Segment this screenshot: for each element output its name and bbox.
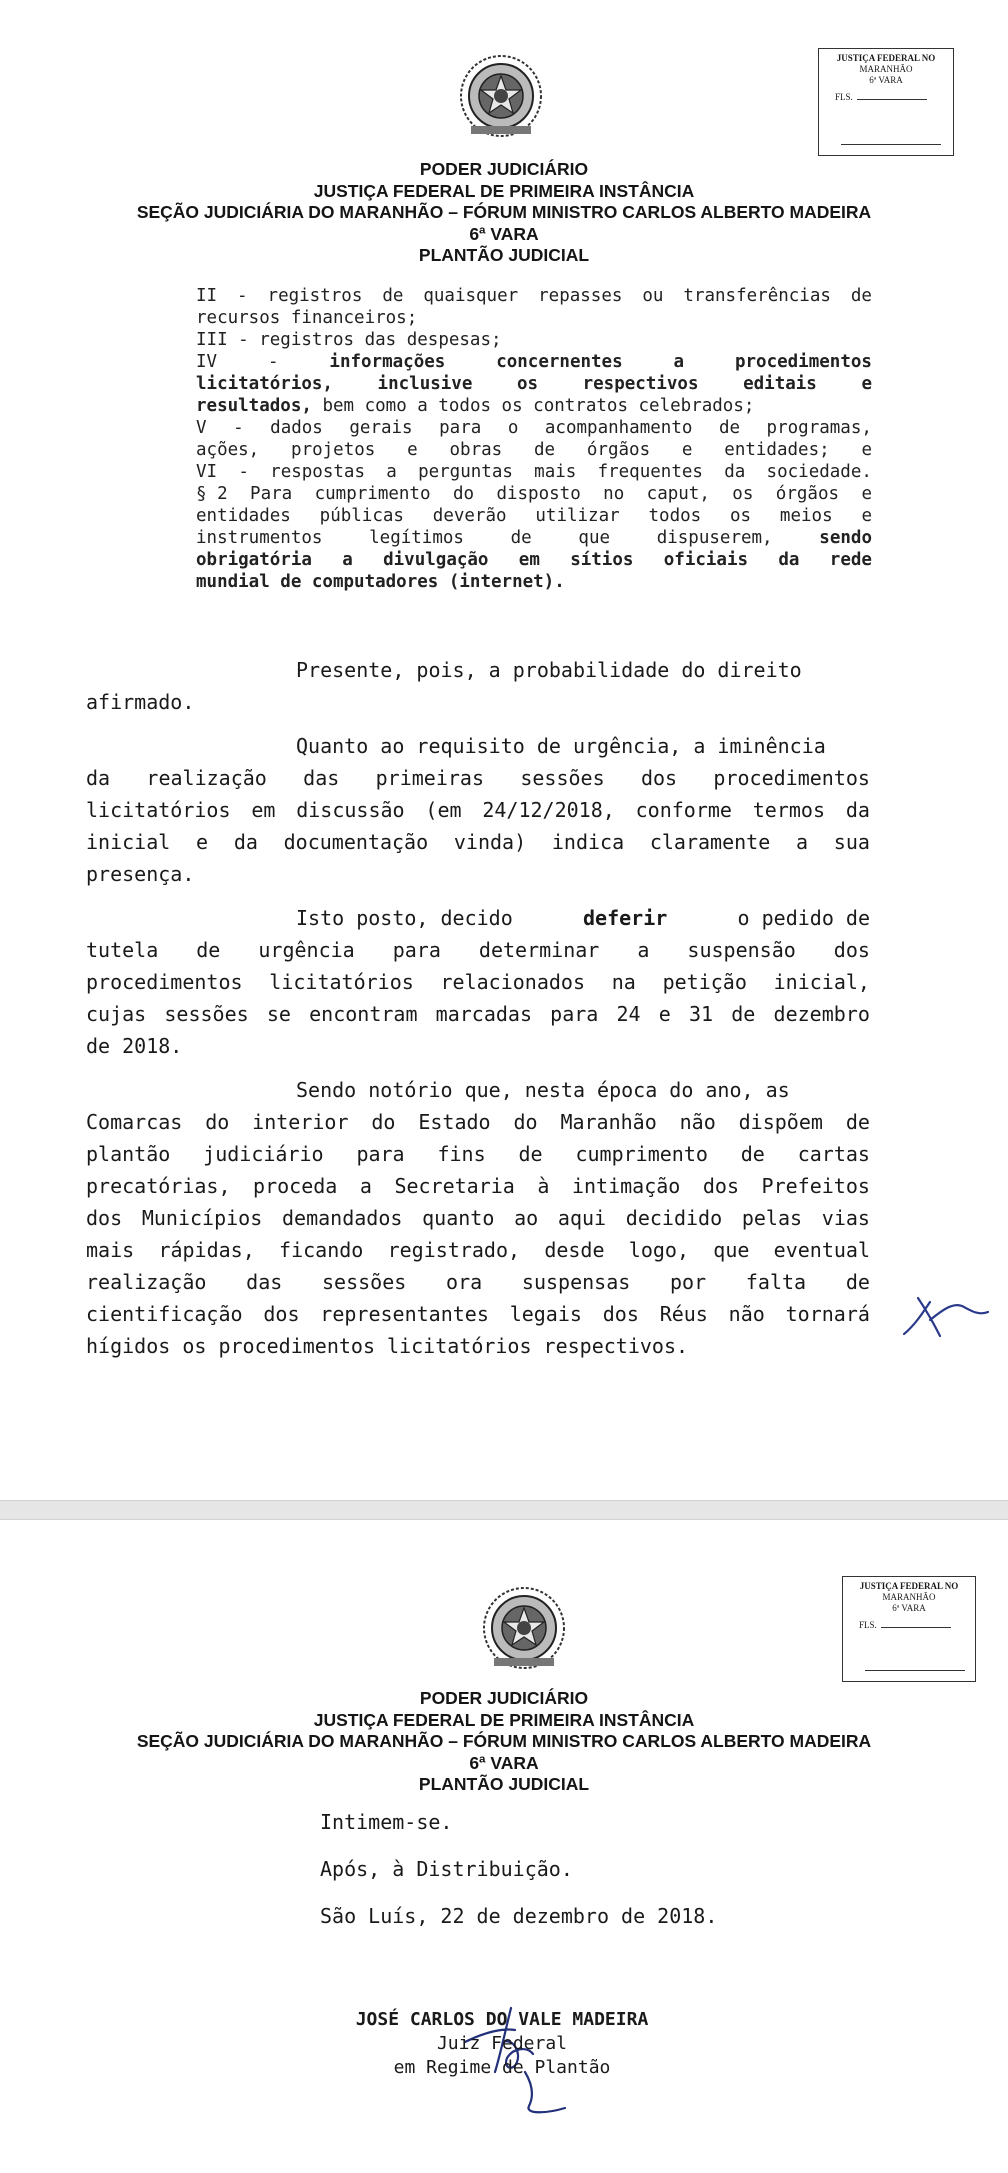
- word: cumprimento: [314, 484, 431, 504]
- header-line-plantao: PLANTÃO JUDICIAL: [418, 245, 590, 265]
- word: licitatórios: [269, 970, 414, 994]
- word: por: [670, 1270, 707, 1294]
- word: divulgação: [383, 550, 489, 570]
- word: todos: [648, 506, 702, 526]
- word: quanto: [422, 1206, 495, 1230]
- word: quaisquer: [423, 286, 519, 306]
- word: discussão: [296, 798, 405, 822]
- word: transferências: [683, 286, 831, 306]
- word: ora: [446, 1270, 483, 1294]
- word: do: [205, 1110, 230, 1134]
- word: os: [732, 484, 754, 504]
- word: dos: [86, 1206, 123, 1230]
- stamp-line-1: JUSTIÇA FEDERAL NO: [836, 53, 936, 63]
- word: intimação: [571, 1174, 681, 1198]
- word: obrigatória: [196, 550, 312, 570]
- word: primeiras: [375, 766, 484, 790]
- word: de: [850, 286, 872, 306]
- quote-line: resultados, bem como a todos os contratos celebrados;: [196, 396, 755, 416]
- judge-title: Juiz Federal: [436, 2033, 568, 2054]
- fls-label: FLS.: [859, 1620, 877, 1630]
- word: deverão: [432, 506, 507, 526]
- word: meios: [779, 506, 833, 526]
- word: Municípios: [141, 1206, 263, 1230]
- word: disposto: [496, 484, 581, 504]
- word: na: [611, 970, 636, 994]
- word: vias: [821, 1206, 870, 1230]
- signature-block: [322, 2008, 682, 2080]
- word: das: [303, 766, 340, 790]
- word: oficiais: [663, 550, 749, 570]
- header-line-justica: JUSTIÇA FEDERAL DE PRIMEIRA INSTÂNCIA: [313, 180, 695, 201]
- word: e: [658, 1002, 671, 1026]
- word: sua: [833, 830, 870, 854]
- document-page-2: [0, 1520, 1008, 2173]
- quote-line: IV - informações concernentes a procedimentos: [196, 352, 872, 372]
- word: 31: [689, 1002, 714, 1026]
- word: e: [196, 830, 209, 854]
- word: de: [845, 1270, 870, 1294]
- word: Secretaria: [394, 1174, 515, 1198]
- word: e: [681, 440, 693, 460]
- header-line-secao: SEÇÃO JUDICIÁRIA DO MARANHÃO – FÓRUM MINISTRO CARLOS ALBERTO MADEIRA: [136, 202, 872, 222]
- word: e: [407, 440, 418, 460]
- word: respostas: [270, 462, 365, 482]
- word: o: [507, 418, 519, 438]
- word: precatórias,: [86, 1174, 231, 1198]
- folha-stamp-box: [842, 1576, 976, 1682]
- word: de: [196, 938, 221, 962]
- word: perguntas: [418, 462, 513, 482]
- word: procedimentos: [86, 970, 243, 994]
- word: mais: [534, 462, 577, 482]
- word: procedimentos: [713, 766, 870, 790]
- word: inicial: [86, 830, 171, 854]
- word: desde: [544, 1238, 605, 1262]
- quote-line: [196, 373, 872, 395]
- quote-line: [196, 285, 872, 307]
- word: da: [845, 798, 870, 822]
- word: ao: [514, 1206, 539, 1230]
- word: cientificação: [86, 1302, 243, 1326]
- word: sociedade.: [766, 462, 872, 482]
- word: marcadas: [435, 1002, 532, 1026]
- initials-handwritten-mark: [900, 1290, 992, 1340]
- word: da: [724, 462, 746, 482]
- word: os: [516, 374, 539, 394]
- word: para: [356, 1142, 405, 1166]
- paragraph-decisao: Isto posto, decido deferir o pedido de tutela de urgência para determinar a suspensão dos procedimentos licitatórios relacionados na petição inicial, cujas sessões se encontram marcadas para 24 e 31 de dezembro de 2018.: [86, 906, 870, 1058]
- word: a: [796, 830, 809, 854]
- word: entidades;: [724, 440, 830, 460]
- word: encontram: [309, 1002, 418, 1026]
- word: acompanhamento: [544, 418, 693, 438]
- page-header: [0, 159, 1008, 267]
- word: dos: [702, 1174, 739, 1198]
- closing-distribuicao: Após, à Distribuição.: [320, 1857, 573, 1881]
- word: de: [518, 1142, 543, 1166]
- quote-line: [196, 483, 872, 505]
- word: suspensão: [687, 938, 796, 962]
- word: órgãos: [586, 440, 651, 460]
- word: do: [513, 1110, 538, 1134]
- word: petição: [662, 970, 747, 994]
- word: licitatórios,: [196, 374, 333, 394]
- word: -: [233, 418, 244, 438]
- word: Estado: [418, 1110, 491, 1134]
- word: rede: [829, 550, 872, 570]
- word: termos: [752, 798, 825, 822]
- word: proceda: [253, 1174, 338, 1198]
- word: caput,: [646, 484, 710, 504]
- word: cujas: [86, 1002, 147, 1026]
- word: cartas: [797, 1142, 870, 1166]
- header-line-plantao: PLANTÃO JUDICIAL: [418, 1774, 590, 1794]
- word: utilizar: [535, 506, 620, 526]
- word: os: [730, 506, 752, 526]
- word: de: [718, 418, 741, 438]
- word: do: [371, 1110, 396, 1134]
- word: § 2: [196, 484, 228, 504]
- closing-intimem: Intimem-se.: [320, 1810, 453, 1834]
- quote-line: mundial de computadores (internet).: [196, 572, 565, 592]
- word: -: [237, 286, 248, 306]
- word: para: [550, 1002, 599, 1026]
- word: eventual: [773, 1238, 870, 1262]
- quote-line: [196, 439, 872, 461]
- closing-place-date: São Luís, 22 de dezembro de 2018.: [320, 1904, 718, 1928]
- word: entidades: [196, 506, 291, 526]
- paragraph-urgencia: Quanto ao requisito de urgência, a iminência da realização das primeiras sessões dos procedimentos licitatórios em discussão (em 24/12/2018, conforme termos da inicial e da documentação vinda) indica claramente a sua presença.: [86, 734, 870, 886]
- word: V: [196, 418, 207, 438]
- word: sessões: [520, 766, 605, 790]
- word: não: [728, 1302, 765, 1326]
- word: no: [603, 484, 625, 504]
- word: e: [861, 484, 872, 504]
- word: de: [740, 1142, 765, 1166]
- word: realização: [146, 766, 267, 790]
- word: logo,: [628, 1238, 690, 1262]
- closing-block: [320, 1810, 717, 1951]
- word: sessões: [164, 1002, 249, 1026]
- word: Prefeitos: [761, 1174, 870, 1198]
- word: dados: [270, 418, 323, 438]
- word: urgência: [258, 938, 355, 962]
- word: da: [86, 766, 111, 790]
- word: realização: [86, 1270, 207, 1294]
- word: inicial,: [773, 970, 870, 994]
- word: do: [452, 484, 475, 504]
- word: tutela: [86, 938, 159, 962]
- quote-line: [196, 505, 872, 527]
- word: rápidas,: [158, 1238, 255, 1262]
- word: dos: [833, 938, 870, 962]
- word: órgãos: [775, 484, 840, 504]
- word: (em: [425, 798, 462, 822]
- word: dispõem: [738, 1110, 823, 1134]
- quote-line: III - registros das despesas;: [196, 330, 502, 350]
- word: Réus: [659, 1302, 708, 1326]
- brazil-coat-of-arms-emblem: [455, 50, 547, 142]
- word: se: [266, 1002, 291, 1026]
- word: de: [845, 1110, 870, 1134]
- word: mais: [86, 1238, 135, 1262]
- word: à: [537, 1174, 550, 1198]
- word: judiciário: [203, 1142, 324, 1166]
- word: da: [778, 550, 800, 570]
- word: e: [861, 374, 872, 394]
- word: vinda): [453, 830, 527, 854]
- header-line-vara: 6ª VARA: [469, 223, 539, 244]
- word: a: [359, 1174, 372, 1198]
- word: da: [233, 830, 258, 854]
- word: licitatórios: [86, 798, 231, 822]
- word: repasses: [538, 286, 623, 306]
- judge-role: em Regime de Plantão: [393, 2057, 611, 2078]
- word: em: [251, 798, 276, 822]
- page-header: [0, 1688, 1008, 1796]
- word: falta: [745, 1270, 807, 1294]
- judge-name: JOSÉ CARLOS DO VALE MADEIRA: [355, 2009, 649, 2030]
- word: suspensas: [521, 1270, 631, 1294]
- header-line-secao: SEÇÃO JUDICIÁRIA DO MARANHÃO – FÓRUM MINISTRO CARLOS ALBERTO MADEIRA: [136, 1731, 872, 1751]
- word: determinar: [478, 938, 600, 962]
- word: respectivos: [582, 374, 699, 394]
- word: -: [238, 462, 249, 482]
- word: plantão: [86, 1142, 171, 1166]
- word: dos: [640, 766, 678, 790]
- quote-line: [196, 461, 872, 483]
- word: das: [246, 1270, 283, 1294]
- word: editais: [743, 374, 817, 394]
- word: que: [713, 1238, 750, 1262]
- word: decidido: [625, 1206, 723, 1230]
- stamp-line-3: 6ª VARA: [869, 75, 903, 85]
- decision-body: [86, 654, 870, 1374]
- word: fins: [437, 1142, 486, 1166]
- word: projetos: [291, 440, 376, 460]
- word: obras: [449, 440, 503, 460]
- word: frequentes: [597, 462, 703, 482]
- paragraph-intimacao: Sendo notório que, nesta época do ano, as Comarcas do interior do Estado do Maranhão não dispõem de plantão judiciário para fins de cumprimento de cartas precatórias, proceda a Secretaria à intimação dos Prefeitos dos Municípios demandados quanto ao aqui decidido pelas vias mais rápidas, ficando registrado, desde logo, que eventual realização das sessões ora suspensas por falta de cientificação dos representantes legais dos Réus não tornará hígidos os procedimentos licitatórios respectivos.: [86, 1078, 870, 1358]
- word: aqui: [557, 1206, 607, 1230]
- word: dos: [263, 1302, 300, 1326]
- word: documentação: [283, 830, 429, 854]
- word: e: [861, 506, 872, 526]
- quote-line: instrumentos legítimos de que dispuserem, sendo: [196, 528, 872, 548]
- word: sessões: [322, 1270, 407, 1294]
- word: conforme: [635, 798, 732, 822]
- word: gerais: [349, 418, 413, 438]
- header-line-justica: JUSTIÇA FEDERAL DE PRIMEIRA INSTÂNCIA: [313, 1709, 695, 1730]
- paragraph-probabilidade: Presente, pois, a probabilidade do direito afirmado.: [86, 658, 802, 714]
- quote-line: [196, 549, 872, 571]
- word: legais: [509, 1302, 582, 1326]
- word: representantes: [320, 1302, 489, 1326]
- word: relacionados: [440, 970, 586, 994]
- word: a: [637, 938, 650, 962]
- stamp-line-1: JUSTIÇA FEDERAL NO: [859, 1581, 959, 1591]
- word: dezembro: [773, 1002, 870, 1026]
- word: dos: [602, 1302, 639, 1326]
- word: 24/12/2018,: [482, 798, 615, 822]
- word: a: [342, 550, 353, 570]
- word: em: [518, 550, 540, 570]
- word: públicas: [319, 506, 404, 526]
- word: de: [534, 440, 556, 460]
- word: não: [679, 1110, 716, 1134]
- legal-quote-block: [196, 285, 872, 593]
- word: ou: [642, 286, 664, 306]
- word: a: [386, 462, 397, 482]
- word: registrado,: [387, 1238, 521, 1262]
- word: interior: [252, 1110, 349, 1134]
- word: demandados: [281, 1206, 403, 1230]
- word: VI: [196, 462, 218, 482]
- word: inclusive: [377, 374, 473, 394]
- word: II: [196, 286, 218, 306]
- word: e: [861, 440, 872, 460]
- word: ações,: [196, 440, 260, 460]
- header-line-poder: PODER JUDICIÁRIO: [419, 1688, 589, 1708]
- header-line-poder: PODER JUDICIÁRIO: [419, 159, 589, 179]
- word: para: [392, 938, 441, 962]
- stamp-line-2: MARANHÃO: [859, 64, 913, 74]
- word: pelas: [741, 1206, 803, 1230]
- word: Para: [250, 484, 293, 504]
- word: claramente: [649, 830, 771, 854]
- word: de: [382, 286, 404, 306]
- stamp-line-2: MARANHÃO: [882, 1592, 936, 1602]
- header-line-vara: 6ª VARA: [469, 1752, 539, 1773]
- brazil-coat-of-arms-emblem: [478, 1582, 570, 1674]
- quote-line: [196, 417, 872, 439]
- word: tornará: [785, 1302, 870, 1326]
- word: Comarcas: [86, 1110, 183, 1134]
- word: ficando: [279, 1238, 364, 1262]
- word: sítios: [570, 550, 634, 570]
- word: para: [439, 418, 482, 438]
- word: de: [731, 1002, 756, 1026]
- stamp-line-3: 6ª VARA: [892, 1603, 926, 1613]
- quote-line: recursos financeiros;: [196, 308, 418, 328]
- word: registros: [267, 286, 363, 306]
- word: programas,: [766, 418, 872, 438]
- word: indica: [551, 830, 625, 854]
- word: 24: [616, 1002, 641, 1026]
- word: Maranhão: [560, 1110, 657, 1134]
- folha-stamp-box: [818, 48, 954, 156]
- fls-label: FLS.: [835, 92, 853, 102]
- word: cumprimento: [575, 1142, 708, 1166]
- page-separator: [0, 1500, 1008, 1520]
